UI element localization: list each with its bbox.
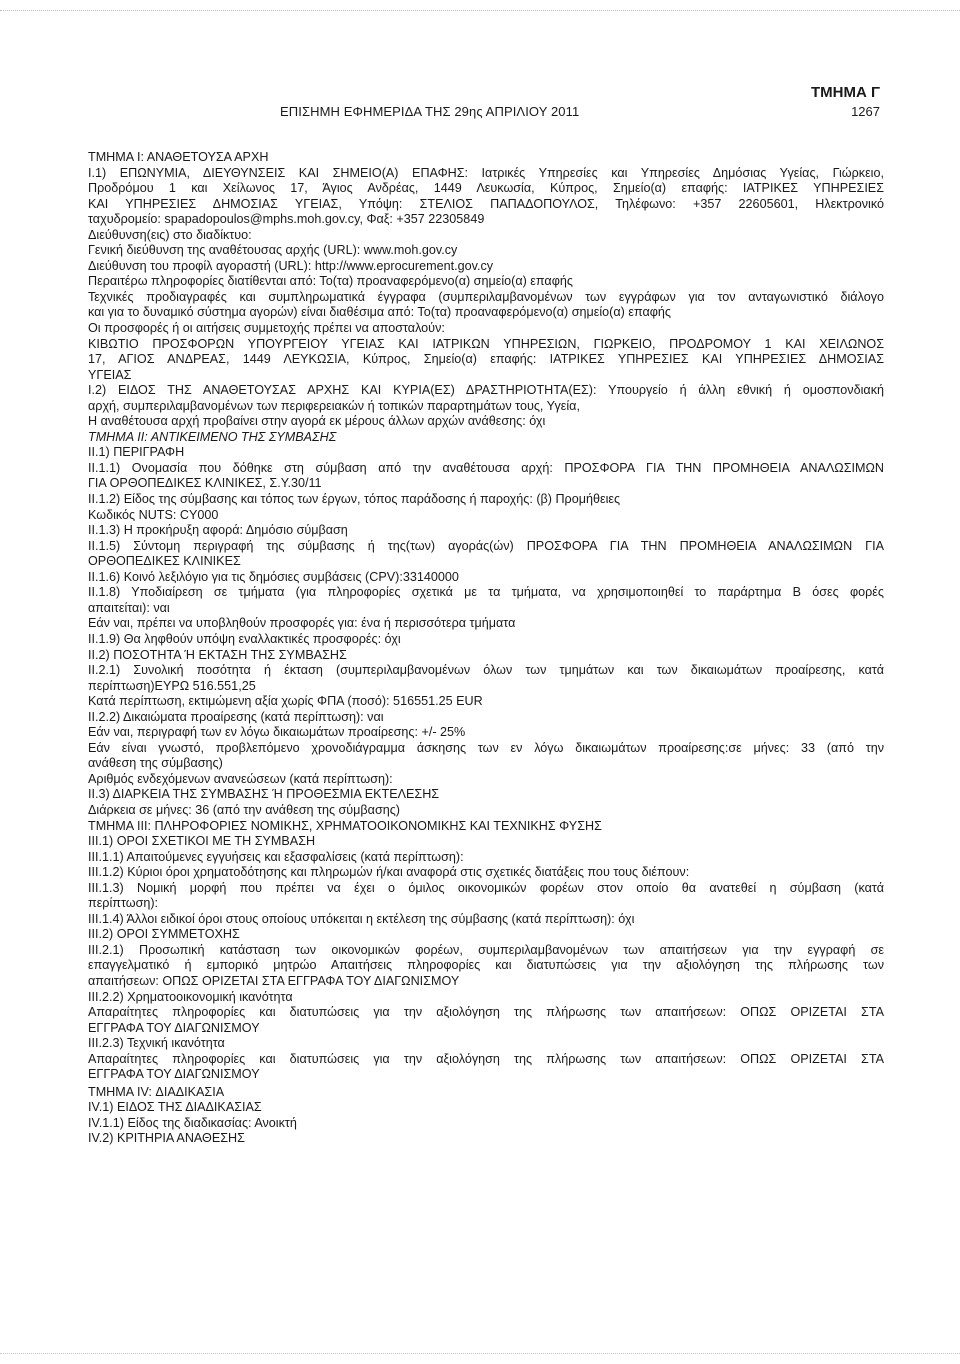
text-line: IV.2) ΚΡΙΤΗΡΙΑ ΑΝΑΘΕΣΗΣ bbox=[88, 1131, 245, 1146]
text-line: απαιτήσεων: ΟΠΩΣ ΟΡΙΖΕΤΑΙ ΣΤΑ ΕΓΓΡΑΦΑ ΤΟΥ ΔΙΑΓΩΝΙΣΜΟΥ bbox=[88, 973, 460, 988]
text-line: ΤΜΗΜΑ ΙΙΙ: ΠΛΗΡΟΦΟΡΙΕΣ ΝΟΜΙΚΗΣ, ΧΡΗΜΑΤΟΟΙΚΟΝΟΜΙΚΗΣ ΚΑΙ ΤΕΧΝΙΚΗΣ ΦΥΣΗΣ bbox=[88, 818, 602, 833]
text-line: ΤΜΗΜΑ IV: ΔΙΑΔΙΚΑΣΙΑ bbox=[88, 1084, 225, 1099]
text-line: και για το δυναμικό σύστημα αγορών) είναι διαθέσιμα από: Το(τα) προαναφερόμενο(α) σημείο(α) επαφής bbox=[88, 305, 671, 320]
text-line: περίπτωση): bbox=[88, 896, 159, 911]
text-line: ΙΙ.1.1) Ονομασία που δόθηκε στη σύμβαση από την αναθέτουσα αρχή: ΠΡΟΣΦΟΡΑ ΓΙΑ ΤΗΝ ΠΡΟΜΗΘΕΙΑ ΑΝΑΛΩΣΙΜΩΝ bbox=[88, 460, 884, 475]
text-line: ΟΡΘΟΠΕΔΙΚΕΣ ΚΛΙΝΙΚΕΣ bbox=[88, 554, 241, 569]
text-line: Διεύθυνση(εις) στο διαδίκτυο: bbox=[88, 227, 252, 242]
text-line: ΙΙΙ.2.3) Τεχνική ικανότητα bbox=[88, 1036, 225, 1051]
text-line: IV.1) ΕΙΔΟΣ ΤΗΣ ΔΙΑΔΙΚΑΣΙΑΣ bbox=[88, 1100, 262, 1115]
text-line: Απαραίτητες πληροφορίες και διατυπώσεις για την αξιολόγηση της πλήρωσης των απαιτήσεων: ΟΠΩΣ ΟΡΙΖΕΤΑΙ ΣΤΑ bbox=[88, 1005, 884, 1020]
text-line: Προδρόμου 1 και Χείλωνος 17, Άγιος Ανδρέας, 1449 Λευκωσία, Κύπρος, Σημείο(α) επαφής: ΙΑΤΡΙΚΕΣ ΥΠΗΡΕΣΙΕΣ bbox=[88, 181, 884, 196]
page-header bbox=[0, 84, 960, 124]
text-line: Απαραίτητες πληροφορίες και διατυπώσεις για την αξιολόγηση της πλήρωσης των απαιτήσεων: ΟΠΩΣ ΟΡΙΖΕΤΑΙ ΣΤΑ bbox=[88, 1051, 884, 1066]
text-line: IV.1.1) Είδος της διαδικασίας: Ανοικτή bbox=[88, 1115, 297, 1130]
text-line: Κατά περίπτωση, εκτιμώμενη αξία χωρίς ΦΠΑ (ποσό): 516551.25 EUR bbox=[88, 694, 483, 709]
text-line: ΙΙΙ.1.3) Νομική μορφή που πρέπει να έχει ο όμιλος οικονομικών φορέων στον οποίο θα ανατεθεί η σύμβαση (κατά bbox=[88, 880, 884, 895]
text-line: Εάν ναι, περιγραφή των εν λόγω δικαιωμάτων προαίρεσης: +/- 25% bbox=[88, 725, 466, 740]
text-line: αρχή, συμπεριλαμβανομένων των περιφερειακών ή τοπικών παραρτημάτων τους, Υγεία, bbox=[88, 398, 580, 413]
text-line: Η αναθέτουσα αρχή προβαίνει στην αγορά εκ μέρους άλλων αρχών ανάθεσης: όχι bbox=[88, 414, 546, 429]
text-line: Ι.2) ΕΙΔΟΣ ΤΗΣ ΑΝΑΘΕΤΟΥΣΑΣ ΑΡΧΗΣ ΚΑΙ ΚΥΡΙΑ(ΕΣ) ΔΡΑΣΤΗΡΙΟΤΗΤΑ(ΕΣ): Υπουργείο ή άλλη εθνική ή ομοσπονδιακή bbox=[88, 383, 884, 398]
scan-bottom-edge bbox=[0, 1353, 960, 1364]
text-line: ΙΙΙ.2) ΟΡΟΙ ΣΥΜΜΕΤΟΧΗΣ bbox=[88, 927, 240, 942]
text-line: ΤΜΗΜΑ ΙΙ: ΑΝΤΙΚΕΙΜΕΝΟ ΤΗΣ ΣΥΜΒΑΣΗΣ bbox=[88, 429, 337, 444]
scan-top-edge bbox=[0, 0, 960, 11]
text-line: Κωδικός NUTS: CY000 bbox=[88, 507, 219, 522]
text-line: Γενική διεύθυνση της αναθέτουσας αρχής (URL): www.moh.gov.cy bbox=[88, 243, 458, 258]
text-line: ΤΜΗΜΑ Ι: ΑΝΑΘΕΤΟΥΣΑ ΑΡΧΗ bbox=[88, 150, 269, 164]
text-line: ΙΙ.2.2) Δικαιώματα προαίρεσης (κατά περίπτωση): ναι bbox=[88, 709, 384, 724]
text-line: Οι προσφορές ή οι αιτήσεις συμμετοχής πρέπει να αποσταλούν: bbox=[88, 321, 445, 336]
text-line: ΙΙΙ.1.4) Άλλοι ειδικοί όροι στους οποίους υπόκειται η εκτέλεση της σύμβασης (κατά περίπτωση): όχι bbox=[88, 911, 635, 926]
text-line: ανάθεση της σύμβασης) bbox=[88, 756, 223, 771]
text-line: ΙΙ.1.8) Υποδιαίρεση σε τμήματα (για πληροφορίες σχετικά με τα τμήματα, να χρησιμοποιηθεί το παράρτημα Β όσες φορές bbox=[88, 585, 884, 600]
text-line: ΙΙ.2.1) Συνολική ποσότητα ή έκταση (συμπεριλαμβανομένων όλων των τμημάτων και των δικαιωμάτων προαίρεσης, κατά bbox=[88, 663, 884, 678]
text-line: ΚΙΒΩΤΙΟ ΠΡΟΣΦΟΡΩΝ ΥΠΟΥΡΓΕΙΟΥ ΥΓΕΙΑΣ ΚΑΙ ΙΑΤΡΙΚΩΝ ΥΠΗΡΕΣΙΩΝ, ΓΙΩΡΚΕΙΟ, ΠΡΟΔΡΟΜΟΥ 1 ΚΑΙ ΧΕΙΛΩΝΟΣ bbox=[88, 336, 884, 351]
text-line: ΙΙ.1.5) Σύντομη περιγραφή της σύμβασης ή της(των) αγοράς(ών) ΠΡΟΣΦΟΡΑ ΓΙΑ ΤΗΝ ΠΡΟΜΗΘΕΙΑ ΑΝΑΛΩΣΙΜΩΝ ΓΙΑ bbox=[88, 538, 884, 553]
section-label: ΤΜΗΜΑ Γ bbox=[810, 84, 880, 101]
text-line: Διάρκεια σε μήνες: 36 (από την ανάθεση της σύμβασης) bbox=[88, 802, 400, 817]
text-line: Περαιτέρω πληροφορίες διατίθενται από: Το(τα) προαναφερόμενο(α) σημείο(α) επαφής bbox=[88, 274, 573, 289]
text-line: ΥΓΕΙΑΣ bbox=[88, 367, 132, 382]
text-line: Αριθμός ενδεχόμενων ανανεώσεων (κατά περίπτωση): bbox=[88, 771, 393, 786]
text-line: Διεύθυνση του προφίλ αγοραστή (URL): http://www.eprocurement.gov.cy bbox=[88, 258, 494, 273]
text-line: επαγγελματικό ή εμπορικό μητρώο Απαιτήσεις πληροφορίες και διατυπώσεις για την αξιολόγηση της πλήρωσης των bbox=[88, 958, 884, 973]
text-line: ΙΙΙ.1.1) Απαιτούμενες εγγυήσεις και εξασφαλίσεις (κατά περίπτωση): bbox=[88, 849, 464, 864]
text-line: ΙΙ.2) ΠΟΣΟΤΗΤΑ Ή ΕΚΤΑΣΗ ΤΗΣ ΣΥΜΒΑΣΗΣ bbox=[88, 647, 347, 662]
text-line: ΙΙ.1.9) Θα ληφθούν υπόψη εναλλακτικές προσφορές: όχι bbox=[88, 631, 401, 646]
text-line: ΚΑΙ ΥΠΗΡΕΣΙΕΣ ΔΗΜΟΣΙΑΣ ΥΓΕΙΑΣ, Υπόψη: ΣΤΕΛΙΟΣ ΠΑΠΑΔΟΠΟΥΛΟΣ, Τηλέφωνο: +357 22605601, Ηλεκτρονικό bbox=[88, 196, 884, 211]
text-line: ΓΙΑ ΟΡΘΟΠΕΔΙΚΕΣ ΚΛΙΝΙΚΕΣ, Σ.Υ.30/11 bbox=[88, 476, 322, 491]
text-line: ΙΙΙ.2.1) Προσωπική κατάσταση των οικονομικών φορέων, συμπεριλαμβανομένων των απαιτήσεων για την εγγραφή σε bbox=[88, 942, 884, 957]
text-line: ΕΓΓΡΑΦΑ ΤΟΥ ΔΙΑΓΩΝΙΣΜΟΥ bbox=[88, 1067, 260, 1082]
text-line: 17, ΑΓΙΟΣ ΑΝΔΡΕΑΣ, 1449 ΛΕΥΚΩΣΙΑ, Κύπρος, Σημείο(α) επαφής: ΙΑΤΡΙΚΕΣ ΥΠΗΡΕΣΙΕΣ ΚΑΙ ΥΠΗΡΕΣΙΕΣ ΔΗΜΟΣΙΑΣ bbox=[88, 352, 884, 367]
text-line: ΕΓΓΡΑΦΑ ΤΟΥ ΔΙΑΓΩΝΙΣΜΟΥ bbox=[88, 1020, 260, 1035]
text-line: ΙΙ.1.6) Κοινό λεξιλόγιο για τις δημόσιες συμβάσεις (CPV):33140000 bbox=[88, 569, 459, 584]
text-line: Εάν ναι, πρέπει να υποβληθούν προσφορές για: ένα ή περισσότερα τμήματα bbox=[88, 616, 516, 631]
gazette-title: ΕΠΙΣΗΜΗ ΕΦΗΜΕΡΙΔΑ ΤΗΣ 29ης ΑΠΡΙΛΙΟΥ 2011 bbox=[280, 104, 580, 119]
text-line: ΙΙΙ.1) ΟΡΟΙ ΣΧΕΤΙΚΟΙ ΜΕ ΤΗ ΣΥΜΒΑΣΗ bbox=[88, 834, 316, 849]
text-line: Τεχνικές προδιαγραφές και συμπληρωματικά έγγραφα (συμπεριλαμβανομένων των εγγράφων για τον ανταγωνιστικό διάλογο bbox=[88, 289, 884, 304]
text-line: ΙΙ.1.3) Η προκήρυξη αφορά: Δημόσιο σύμβαση bbox=[88, 523, 348, 538]
text-line: ΙΙ.3) ΔΙΑΡΚΕΙΑ ΤΗΣ ΣΥΜΒΑΣΗΣ Ή ΠΡΟΘΕΣΜΙΑ ΕΚΤΕΛΕΣΗΣ bbox=[88, 787, 440, 802]
notice-body bbox=[88, 150, 884, 1147]
text-line: ΙΙ.1) ΠΕΡΙΓΡΑΦΗ bbox=[88, 445, 185, 460]
text-line: απαιτείται): ναι bbox=[88, 600, 170, 615]
text-line: ΙΙΙ.2.2) Χρηματοοικονομική ικανότητα bbox=[88, 989, 293, 1004]
text-line: ΙΙ.1.2) Είδος της σύμβασης και τόπος των έργων, τόπος παράδοσης ή παροχής: (β) Προμήθειες bbox=[88, 492, 621, 507]
text-line: ταχυδρομείο: spapadopoulos@mphs.moh.gov.cy, Φαξ: +357 22305849 bbox=[88, 212, 485, 227]
page-number: 1267 bbox=[851, 104, 880, 119]
text-line: Εάν είναι γνωστό, προβλεπόμενο χρονοδιάγραμμα άσκησης των εν λόγω δικαιωμάτων προαίρεσης:σε μήνες: 33 (από την bbox=[88, 740, 884, 755]
text-line: ΙΙΙ.1.2) Κύριοι όροι χρηματοδότησης και πληρωμών ή/και αναφορά στις σχετικές διατάξεις που τους διέπουν: bbox=[88, 865, 690, 880]
text-line: περίπτωση)ΕΥΡΩ 516.551,25 bbox=[88, 678, 256, 693]
text-line: Ι.1) ΕΠΩΝΥΜΙΑ, ΔΙΕΥΘΥΝΣΕΙΣ ΚΑΙ ΣΗΜΕΙΟ(Α) ΕΠΑΦΗΣ: Ιατρικές Υπηρεσίες και Υπηρεσίες Δημόσιας Υγείας, Γιώρκειο, bbox=[88, 165, 884, 180]
